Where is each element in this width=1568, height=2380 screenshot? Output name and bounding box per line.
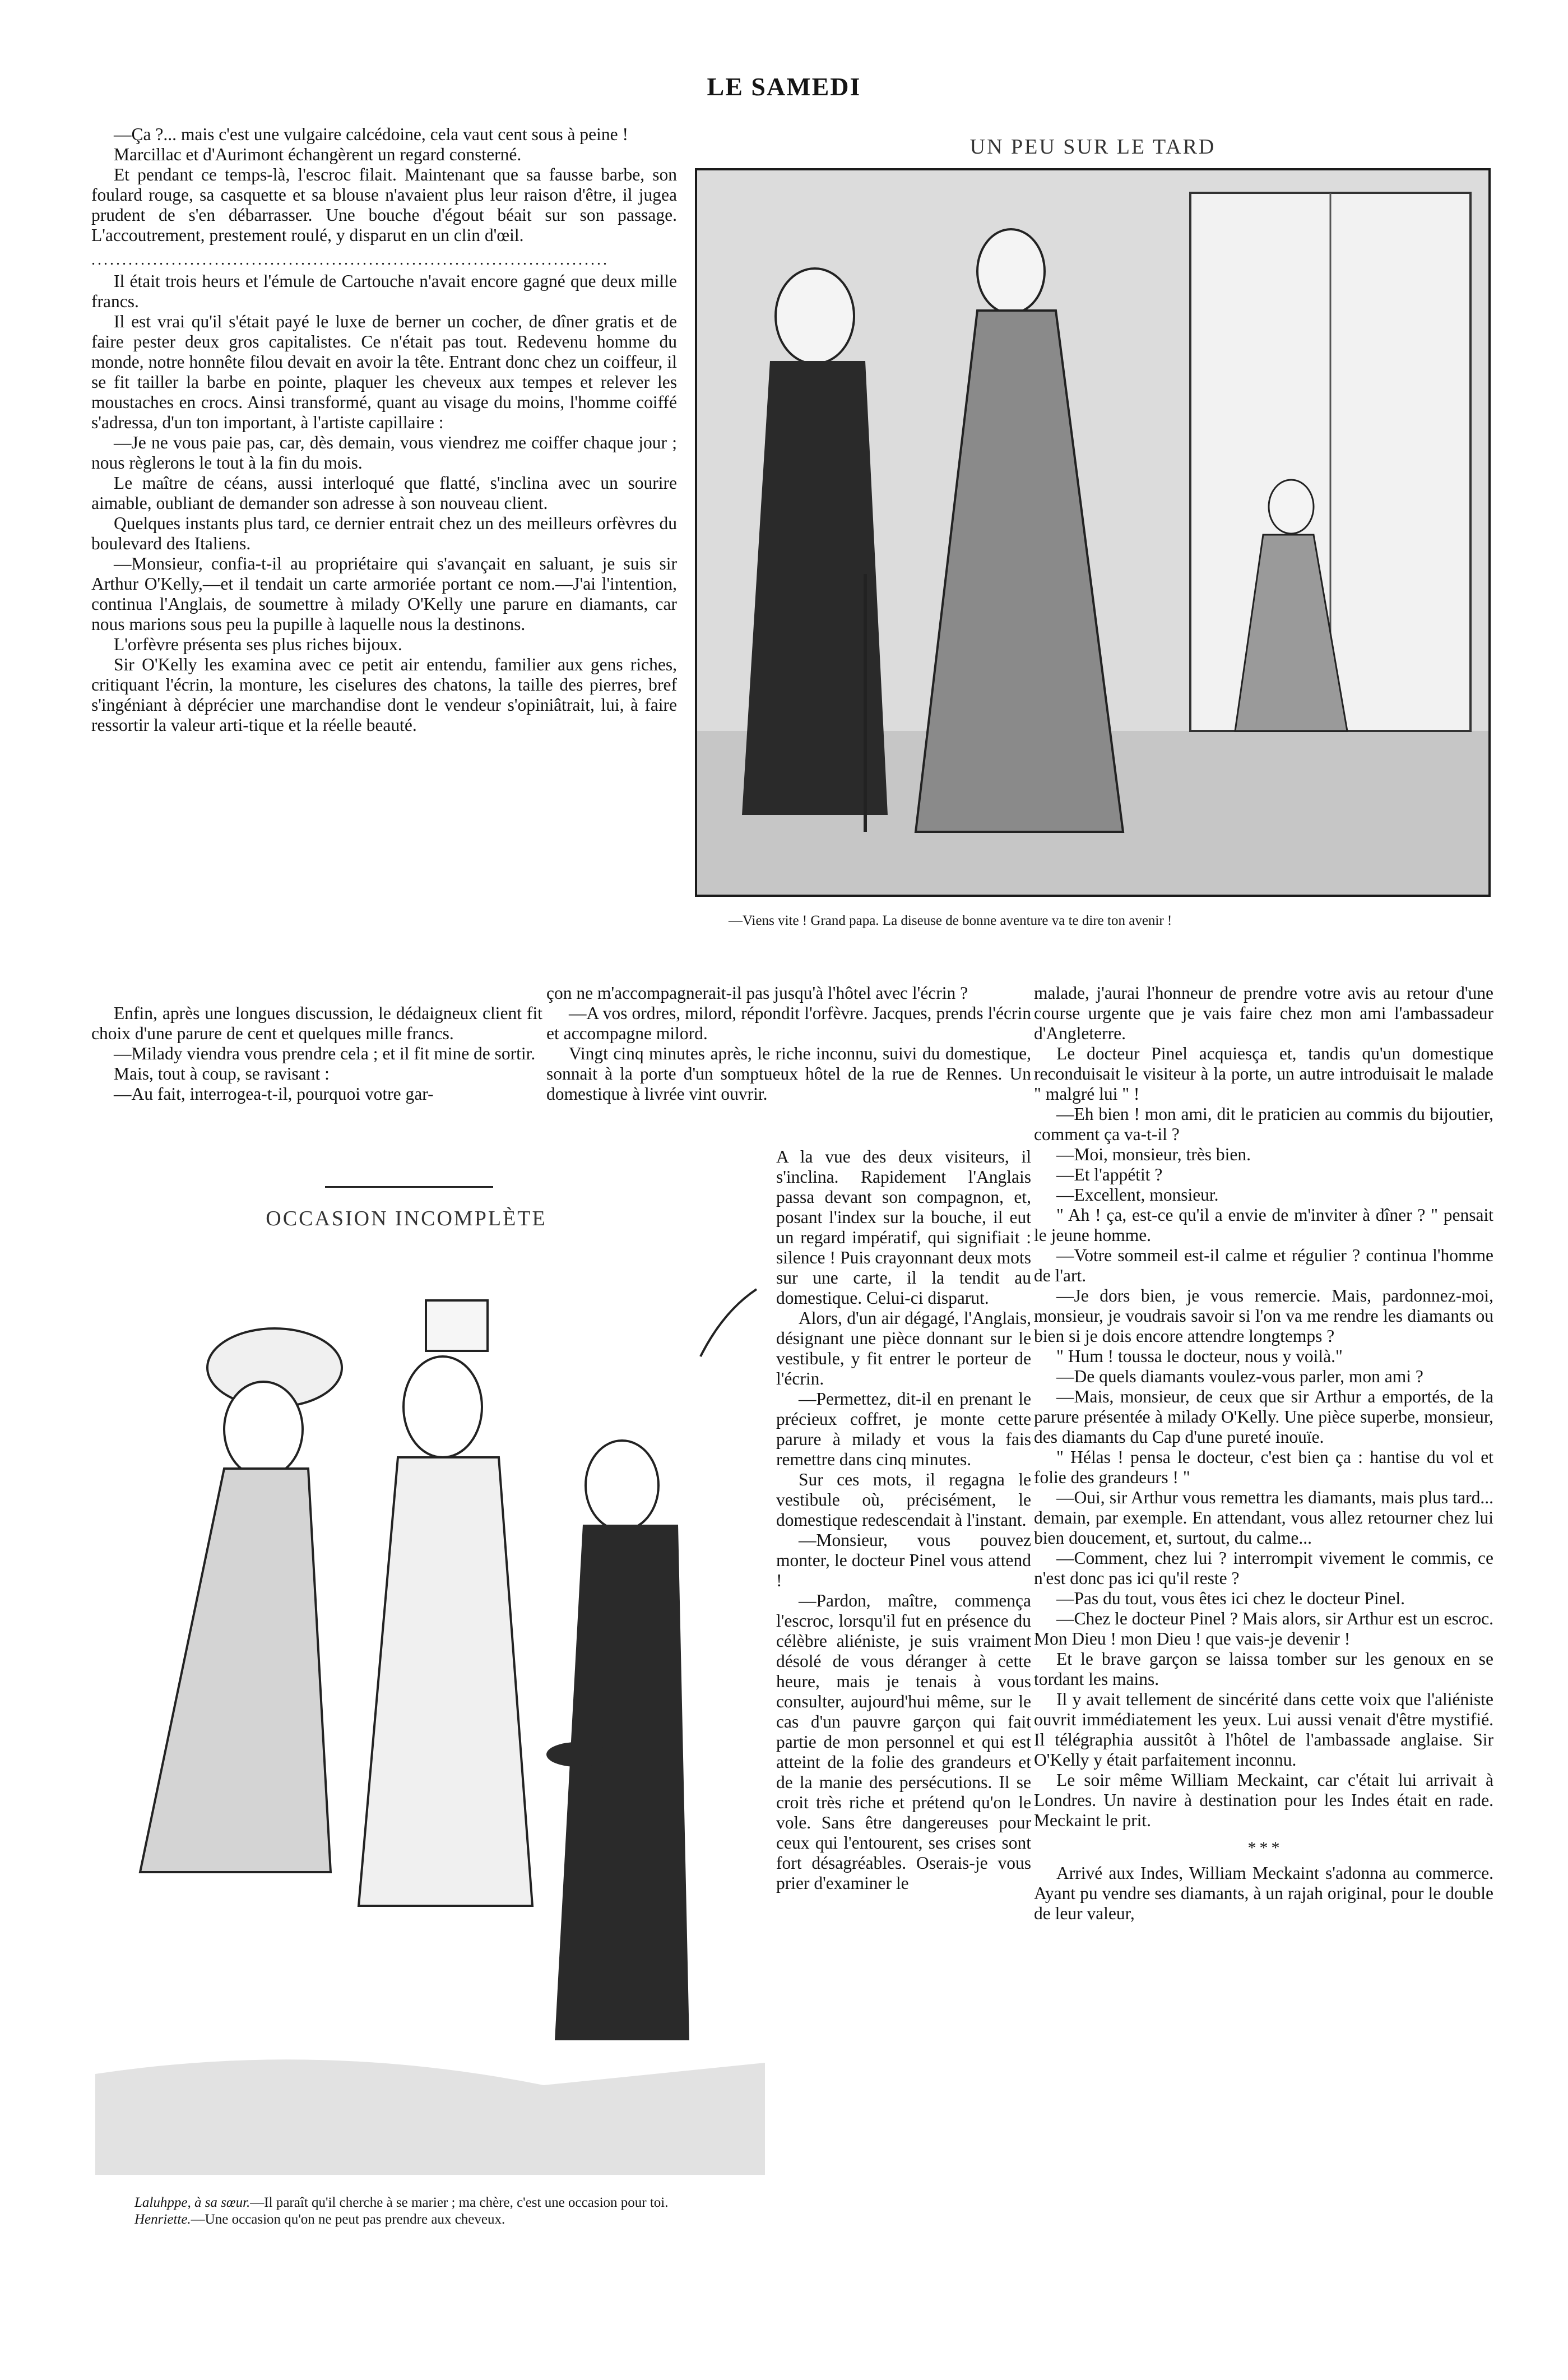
paragraph: —Excellent, monsieur. [1056,1185,1219,1205]
column-middle [776,1147,1031,1893]
illustration-image [695,168,1491,897]
caption-speaker: Henriette. [134,2212,191,2227]
paragraph: —Permettez, dit-il en prenant le précieux coffret, je monte cette parure à milady et vous la fais remettre dans cinq minutes. [776,1389,1031,1469]
section-dots: .................................................................................... [91,251,609,268]
section-stars: * * * [1247,1839,1280,1857]
illustration-caption: —Viens vite ! Grand papa. La diseuse de bonne aventure va te dire ton avenir ! [729,913,1172,928]
paragraph: Quelques instants plus tard, ce dernier entrait chez un des meilleurs orfèvres du boulevard des Italiens. [91,513,677,553]
illustration-title: OCCASION INCOMPLÈTE [266,1207,547,1230]
paragraph: Vingt cinq minutes après, le riche inconnu, suivi du domestique, sonnait à la porte d'un somptueux hôtel de la rue de Rennes. Un domestique à livrée vint ouvrir. [546,1044,1031,1104]
column-right [1034,983,1493,1924]
paragraph: —A vos ordres, milord, répondit l'orfèvre. Jacques, prends l'écrin et accompagne milord. [546,1003,1031,1043]
paragraph: —Au fait, interrogea-t-il, pourquoi votre gar- [114,1084,434,1104]
column-middle-top [546,983,1031,1104]
paragraph: Alors, d'un air dégagé, l'Anglais, désignant une pièce donnant sur le vestibule, y fit entrer le porteur de l'écrin. [776,1308,1031,1388]
paragraph: A la vue des deux visiteurs, il s'inclina. Rapidement l'Anglais passa devant son compagnon, et, posant l'index sur la bouche, il eut un regard impératif, qui signifiait : silence ! Puis crayonnant deux mots sur une carte, il la tendit au domestique. Celui-ci disparut. [776,1147,1031,1308]
paragraph: —Chez le docteur Pinel ? Mais alors, sir Arthur est un escroc. Mon Dieu ! mon Dieu ! que vais-je devenir ! [1034,1609,1493,1649]
paragraph: " Hum ! toussa le docteur, nous y voilà." [1056,1346,1343,1366]
paragraph: —Ça ?... mais c'est une vulgaire calcédoine, cela vaut cent sous à peine ! [114,124,628,144]
paragraph: Le docteur Pinel acquiesça et, tandis qu'un domestique reconduisait le visiteur à la porte, un autre introduisait le malade " malgré lui " ! [1034,1044,1493,1104]
paragraph: Marcillac et d'Aurimont échangèrent un regard consterné. [114,145,522,164]
illustration-title: UN PEU SUR LE TARD [969,135,1216,159]
paragraph: malade, j'aurai l'honneur de prendre votre avis au retour d'une course urgente que je vais faire chez mon ami l'ambassadeur d'Angleterre. [1034,983,1493,1043]
paragraph: —Mais, monsieur, de ceux que sir Arthur a emportés, de la parure présentée à milady O'Kelly. Une pièce superbe, monsieur, des diamants du Cap d'une pureté inouïe. [1034,1387,1493,1447]
column-left [91,124,677,735]
paragraph: —Pas du tout, vous êtes ici chez le docteur Pinel. [1056,1589,1405,1608]
section-divider [325,1186,493,1188]
paragraph: —De quels diamants voulez-vous parler, mon ami ? [1056,1367,1423,1386]
paragraph: —Moi, monsieur, très bien. [1056,1145,1251,1164]
paragraph: —Monsieur, vous pouvez monter, le docteur Pinel vous attend ! [776,1530,1031,1590]
paragraph: Et pendant ce temps-là, l'escroc filait. Maintenant que sa fausse barbe, son foulard rouge, sa casquette et sa blouse n'avaient plus leur raison d'être, il jugea prudent de s'en débarrasser. Une bouche d'égout béait sur son passage. L'accoutrement, prestement roulé, y disparut en un clin d'œil. [91,165,677,245]
paragraph: —Eh bien ! mon ami, dit le praticien au commis du bijoutier, comment ça va-t-il ? [1034,1104,1493,1144]
column-left-lower [91,1003,542,1104]
paragraph: " Hélas ! pensa le docteur, c'est bien ça : hantise du vol et folie des grandeurs ! " [1034,1447,1493,1487]
paragraph: Mais, tout à coup, se ravisant : [114,1064,330,1083]
paragraph: —Milady viendra vous prendre cela ; et il fit mine de sortir. [114,1044,536,1063]
paragraph: —Pardon, maître, commença l'escroc, lorsqu'il fut en présence du célèbre aliéniste, je suis vraiment désolé de vous déranger à cette heure, mais je tenais à vous consulter, aujourd'hui même, sur le cas d'un pauvre garçon qui fait partie de mon personnel et qui est atteint de la folie des grandeurs et de la manie des persécutions. Il se croit très riche et prétend qu'on le vole. Sans être dangereuses pour ceux qui l'entourent, ses crises sont fort désagréables. Oserais-je vous prier d'examiner le [776,1591,1031,1893]
paragraph: Il est vrai qu'il s'était payé le luxe de berner un cocher, de dîner gratis et de faire pester deux gros capitalistes. Ce n'était pas tout. Redevenu homme du monde, notre honnête filou devait en avoir la tête. Entrant donc chez un coiffeur, il se fit tailler la barbe en pointe, plaquer les cheveux aux tempes et relever les moustaches en crocs. Ainsi transformé, quant au visage du moins, l'homme coiffé s'adressa, d'un ton important, à l'artiste capillaire : [91,312,677,432]
caption-text: —Une occasion qu'on ne peut pas prendre aux cheveux. [191,2212,505,2227]
engraving-drawing [697,170,1488,895]
paragraph: " Ah ! ça, est-ce qu'il a envie de m'inviter à dîner ? " pensait le jeune homme. [1034,1205,1493,1245]
caption-speaker: Laluhppe, à sa sœur. [134,2195,250,2210]
paragraph: —Je dors bien, je vous remercie. Mais, pardonnez-moi, monsieur, je voudrais savoir si l'on va me rendre les diamants ou bien si je dois encore attendre longtemps ? [1034,1286,1493,1346]
masthead: LE SAMEDI [707,72,861,101]
paragraph: —Oui, sir Arthur vous remettra les diamants, mais plus tard... demain, par exemple. En attendant, vous allez retourner chez lui bien doucement, et, surtout, du calme... [1034,1488,1493,1548]
paragraph: —Monsieur, confia-t-il au propriétaire qui s'avançait en saluant, je suis sir Arthur O'Kelly,—et il tendait un carte armoriée portant ce nom.—J'ai l'intention, continua l'Anglais, de soumettre à milady O'Kelly une parure en diamants, car nous marions sous peu la pupille à laquelle nous la destinons. [91,554,677,634]
illustration-caption [134,2194,762,2228]
paragraph: —Votre sommeil est-il calme et régulier ? continua l'homme de l'art. [1034,1245,1493,1285]
paragraph: —Je ne vous paie pas, car, dès demain, vous viendrez me coiffer chaque jour ; nous règlerons le tout à la fin du mois. [91,433,677,473]
paragraph: L'orfèvre présenta ses plus riches bijoux. [114,635,402,654]
paragraph: Sur ces mots, il regagna le vestibule où, précisément, le domestique redescendait à l'instant. [776,1470,1031,1530]
paragraph: Et le brave garçon se laissa tomber sur les genoux en se tordant les mains. [1034,1649,1493,1689]
paragraph: Le soir même William Meckaint, car c'était lui arrivait à Londres. Un navire à destination pour les Indes était en rade. Meckaint le prit. [1034,1770,1493,1830]
illustration-image [95,1244,765,2175]
paragraph: çon ne m'accompagnerait-il pas jusqu'à l'hôtel avec l'écrin ? [546,983,968,1003]
paragraph: Il était trois heurs et l'émule de Cartouche n'avait encore gagné que deux mille francs. [91,271,677,311]
cartoon-drawing [95,1244,765,2175]
caption-text: —Il paraît qu'il cherche à se marier ; ma chère, c'est une occasion pour toi. [250,2195,669,2210]
paragraph: —Et l'appétit ? [1056,1165,1163,1184]
paragraph: Enfin, après une longues discussion, le dédaigneux client fit choix d'une parure de cent et quelques mille francs. [91,1003,542,1043]
paragraph: Il y avait tellement de sincérité dans cette voix que l'aliéniste ouvrit immédiatement les yeux. Lui aussi venait d'être mystifié. Il télégraphia aussitôt à l'hôtel de l'ambassade anglaise. Sir O'Kelly y était parfaitement inconnu. [1034,1689,1493,1770]
paragraph: Sir O'Kelly les examina avec ce petit air entendu, familier aux gens riches, critiquant l'écrin, la monture, les ciselures des chatons, la taille des pierres, bref s'ingéniant à déprécier une marchandise dont le vendeur s'opiniâtrait, lui, à faire ressortir la valeur arti-tique et la réelle beauté. [91,655,677,735]
paragraph: Le maître de céans, aussi interloqué que flatté, s'inclina avec un sourire aimable, oubliant de demander son adresse à son nouveau client. [91,473,677,513]
paragraph: Arrivé aux Indes, William Meckaint s'adonna au commerce. Ayant pu vendre ses diamants, à un rajah original, pour le double de leur valeur, [1034,1863,1493,1923]
paragraph: —Comment, chez lui ? interrompit vivement le commis, ce n'est donc pas ici qu'il reste ? [1034,1548,1493,1588]
